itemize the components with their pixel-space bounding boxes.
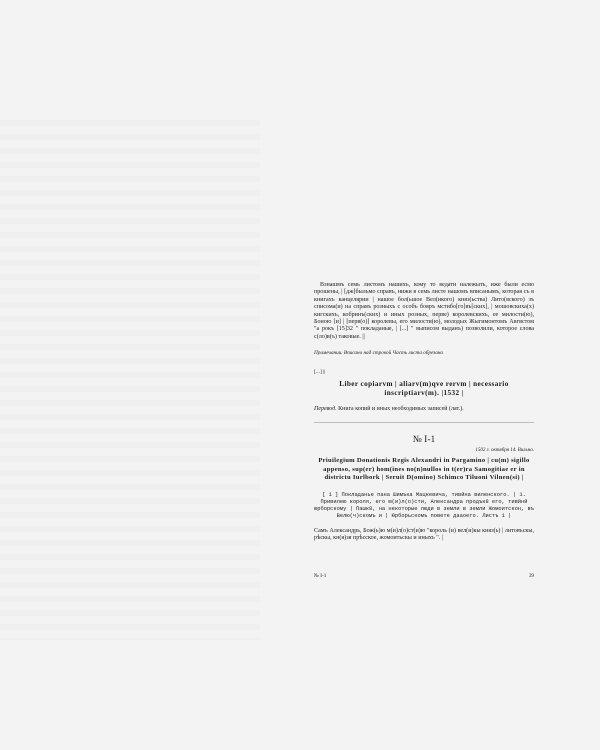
note-label: Примечании.: [314, 350, 343, 357]
document-body: Самъ Александрь, Бож(ь)ю м(и)л(о)ст(и)ю "король (и) вел(и)кы княз(ь) | литовъскы, рѣскы, кн(я)зя прѣсское, жомоитьскы и иныхъ ". |: [314, 528, 534, 542]
latin-heading: Priuilegium Donationis Regis Alexandri in Pargamino | cu(m) sigillo appenso, sup(er) hom(ines no(n)nullos in t(er)ra Samogitiae er in districtu Iurlbork | Seruit D(omino) Schimco Tiluoni Vilnen(si) |: [318, 457, 530, 482]
page-reference: [...] ||: [314, 368, 326, 375]
note-text: Вписано над строкой Часть листа обрезана: [343, 350, 444, 357]
document-date: 1502 г. октября 14. Вильно.: [475, 447, 534, 453]
translation-label: Перевод.: [314, 406, 337, 413]
footer-doc-ref: № I-1: [314, 573, 327, 579]
editor-note: [314, 350, 534, 356]
section-divider: [314, 422, 534, 423]
regest: [ 1 ] Покладанье пана Шимъка Мацкевича, тивйна виленского. | 1. Привилею короля, его м(и)л(о)сти, Александра продък8 его, тивйнй юрборскому | Пашк8, на некоторые люди в земли в земли Жомоитскон, въ Велю(ч)скомъ и | Юрборьскомъ повете дааоего. Листъ 1 |: [314, 492, 534, 520]
document-number: № I-1: [412, 435, 436, 446]
latin-title: Liber copiarvm | aliarv(m)qve rervm | necessario inscriptiarv(m). |1532 |: [339, 380, 509, 398]
translation: [314, 406, 534, 413]
bleed-through: [0, 120, 260, 640]
text-column: [314, 282, 534, 543]
translation-text: Книга копий и иных необходимых записей (лат.).: [336, 406, 464, 413]
intro-paragraph: Взнашмъ семь листомъ нашихъ, кому то ведати належыть, иже были есмо прошены, | [дж]быльмо справъ, нижи в семь листе нашомъ вписанымъ, которая съ в книгахъ канцелярии | нашое бол(ьшое Вел(икого) княз(ьства) Лито(вского) зъ списома(и) на справъ розныхъ с особъ бояръ мстибо[го]въ[ских], | мошовскиха(х) кигскихъ, кобринъ(ских) и иных розных, перве) королевскихъ, ее милости(ю), Боною [и] | [перв(о)] королевы, его милости(ю), молодых Жыгимонтомъ Авгвстом "а рокъ [15]32 " покладаные, | [...] " выписом выданъ) позволили, которое слова с(ло)в(ъ) таковые. ||: [314, 282, 534, 340]
page-number: 39: [528, 573, 534, 579]
